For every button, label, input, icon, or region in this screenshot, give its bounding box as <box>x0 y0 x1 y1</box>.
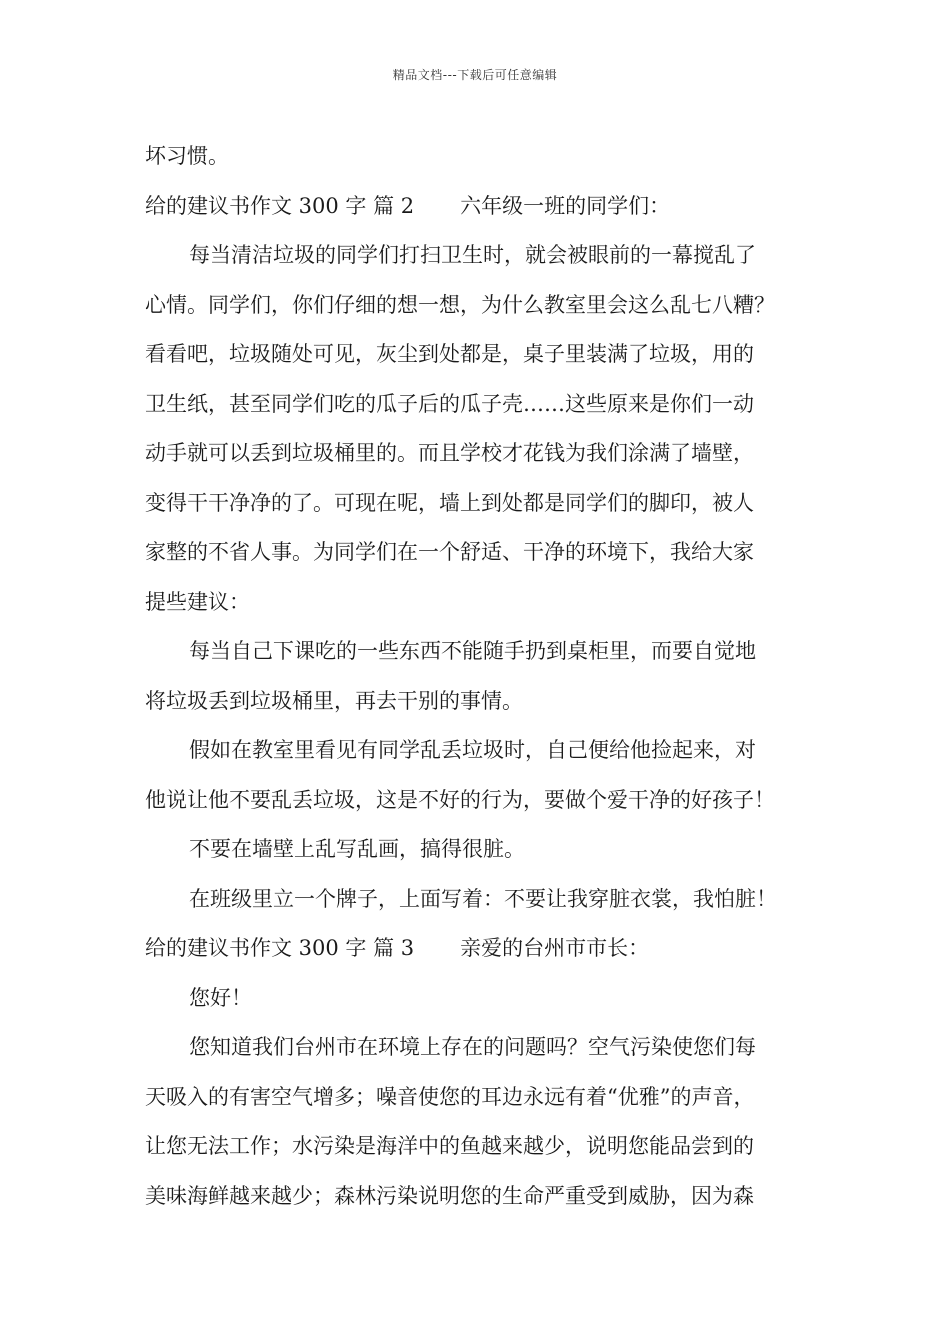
paragraph-start: 您知道我们台州市在环境上存在的问题吗？空气污染使您们每 <box>189 1035 756 1059</box>
text-line: 天吸入的有害空气增多；噪音使您的耳边永远有着“优雅”的声音， <box>145 1084 755 1109</box>
text-line: 坏习惯。 <box>145 144 229 168</box>
essay-heading <box>145 182 835 232</box>
text-line: 家整的不省人事。为同学们在一个舒适、干净的环境下，我给大家 <box>145 540 754 564</box>
text-line: 让您无法工作；水污染是海洋中的鱼越来越少，说明您能品尝到的 <box>145 1134 754 1158</box>
text-line: 动手就可以丢到垃圾桶里的。而且学校才花钱为我们涂满了墙壁， <box>145 441 754 465</box>
text-line: 变得干干净净的了。可现在呢，墙上到处都是同学们的脚印，被人 <box>145 490 754 515</box>
text-line: 美味海鲜越来越少；森林污染说明您的生命严重受到威胁，因为森 <box>145 1183 754 1208</box>
document-body <box>145 132 835 1221</box>
paragraph-start: 每当清洁垃圾的同学们打扫卫生时，就会被眼前的一幕搅乱了 <box>189 243 756 267</box>
paragraph-start: 假如在教室里看见有同学乱丢垃圾时，自己便给他捡起来，对 <box>189 738 756 762</box>
essay-title: 给的建议书作文 300 字 篇 3 <box>145 936 415 960</box>
paragraph-start: 不要在墙壁上乱写乱画，搞得很脏。 <box>189 837 525 861</box>
text-line: 心情。同学们，你们仔细的想一想，为什么教室里会这么乱七八糟？ <box>145 292 775 317</box>
text-line: 将垃圾丢到垃圾桶里，再去干别的事情。 <box>145 688 523 713</box>
essay-heading <box>145 924 835 974</box>
text-line: 看看吧，垃圾随处可见，灰尘到处都是，桌子里装满了垃圾，用的 <box>145 342 754 366</box>
paragraph-start: 在班级里立一个牌子，上面写着：不要让我穿脏衣裳，我怕脏！ <box>189 886 777 911</box>
paragraph-start: 您好！ <box>189 985 252 1010</box>
text-line: 他说让他不要乱丢垃圾，这是不好的行为，要做个爱干净的好孩子！ <box>145 787 775 812</box>
paragraph-start: 每当自己下课吃的一些东西不能随手扔到桌柜里，而要自觉地 <box>189 639 756 663</box>
page-header: 精品文档---下载后可任意编辑 <box>392 68 558 82</box>
essay-title: 给的建议书作文 300 字 篇 2 <box>145 193 415 218</box>
essay-greeting: 亲爱的台州市市长： <box>460 936 650 960</box>
text-line: 提些建议： <box>145 589 250 614</box>
text-line: 卫生纸，甚至同学们吃的瓜子后的瓜子壳……这些原来是你们一动 <box>145 391 754 416</box>
essay-greeting: 六年级一班的同学们： <box>460 193 671 218</box>
